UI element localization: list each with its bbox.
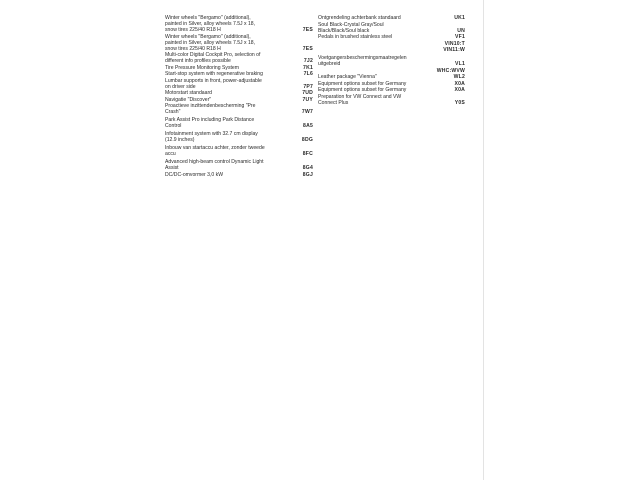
option-row (165, 78, 313, 90)
option-row (318, 22, 465, 34)
option-row (165, 15, 313, 33)
option-code: WHC:WVW (436, 67, 465, 74)
option-code: X0A (454, 80, 465, 87)
option-description: Start-stop system with regenerative braking (165, 71, 263, 77)
option-description: Navigatie "Discover" (165, 96, 212, 103)
option-description: Ontgrendeling achterbank standaard (318, 15, 401, 21)
option-row (165, 71, 313, 77)
option-code: 8DG (301, 137, 313, 143)
option-description: Soul Black-Crystal Gray/Soul Black/Black/Soul black (318, 21, 384, 34)
option-code: 7W7 (301, 109, 313, 115)
option-code: VIN11:W (443, 47, 465, 53)
option-code: WL2 (453, 74, 465, 80)
option-row (318, 47, 465, 53)
option-row (318, 94, 465, 106)
option-description: Advanced high-beam control Dynamic Light Assist (165, 159, 264, 171)
option-code: 7P7 (303, 83, 313, 90)
option-description: Inbouw van startaccu achter, zonder tweede accu (165, 145, 265, 157)
option-description: Equipment options subset for Germany (318, 87, 407, 93)
page-edge (483, 0, 484, 480)
option-row (165, 65, 313, 71)
option-row (165, 52, 313, 64)
options-right-column (318, 15, 465, 106)
option-code: 7ES (302, 27, 313, 33)
option-row (165, 117, 313, 129)
option-description: Voetgangersbeschermingsmaatregelen uitgebreid (318, 55, 407, 67)
option-row (318, 68, 465, 74)
option-code: Y0S (454, 99, 465, 106)
option-row (318, 34, 465, 40)
option-code: 7UY (302, 96, 313, 103)
option-row (165, 159, 313, 171)
option-code: UK1 (454, 15, 465, 21)
option-row (165, 97, 313, 103)
option-row (318, 15, 465, 21)
option-row (318, 55, 465, 67)
option-row (318, 81, 465, 87)
option-row (165, 131, 313, 143)
option-code: 7J2 (303, 58, 313, 64)
option-description: Equipment options subset for Germany (318, 80, 407, 87)
option-code: 8GJ (302, 171, 313, 178)
option-code: 8FC (302, 151, 313, 157)
option-description: Multi-color Digital Cockpit Pro, selection of different info profiles possible (165, 52, 261, 64)
option-code: VL1 (455, 61, 465, 67)
option-description: Leather package "Vienna" (318, 74, 377, 80)
option-description: Infotainment system with 32.7 cm display (12.9 inches) (165, 131, 258, 143)
option-row (165, 145, 313, 157)
option-code: VF1 (455, 34, 465, 40)
option-code: 7ES (302, 45, 313, 52)
option-description: DC/DC-omvormer 3,0 kW (165, 171, 224, 178)
option-code: VIN10:T (444, 40, 465, 47)
option-description: Winter wheels "Bergamo" (additional), painted in Silver, alloy wheels 7.5J x 18, snow tires 225/40 R18 H (165, 33, 256, 52)
option-row (165, 34, 313, 52)
option-description: Lumbar supports in front, power-adjustable on driver side (165, 77, 262, 90)
options-left-column (165, 15, 313, 178)
option-code: 7UD (302, 90, 313, 96)
option-row (165, 103, 313, 115)
option-code: X0A (454, 87, 465, 93)
option-code: 7L6 (303, 71, 313, 77)
option-description: Winter wheels "Bergamo" (additional), painted in Silver, alloy wheels 7.5J x 18, snow tires 225/40 R18 H (165, 15, 256, 33)
option-description: Preparation for VW Connect and VW Connect Plus (318, 93, 402, 106)
option-row (318, 87, 465, 93)
option-description: Pedals in brushed stainless steel (318, 34, 393, 40)
option-description: Tire Pressure Monitoring System (165, 64, 239, 71)
option-code: UN (457, 27, 465, 34)
option-code: 7K1 (303, 64, 313, 71)
option-row (165, 172, 313, 178)
option-description: Proactieve inzittendenbescherming "Pre Crash" (165, 103, 256, 115)
option-row (165, 90, 313, 96)
option-description: Motorstart standaard (165, 90, 212, 96)
option-code: 8G4 (302, 165, 313, 171)
option-row (318, 41, 465, 47)
option-code: 8A5 (303, 123, 313, 129)
option-description: Park Assist Pro including Park Distance Control (165, 117, 255, 129)
option-row (318, 74, 465, 80)
